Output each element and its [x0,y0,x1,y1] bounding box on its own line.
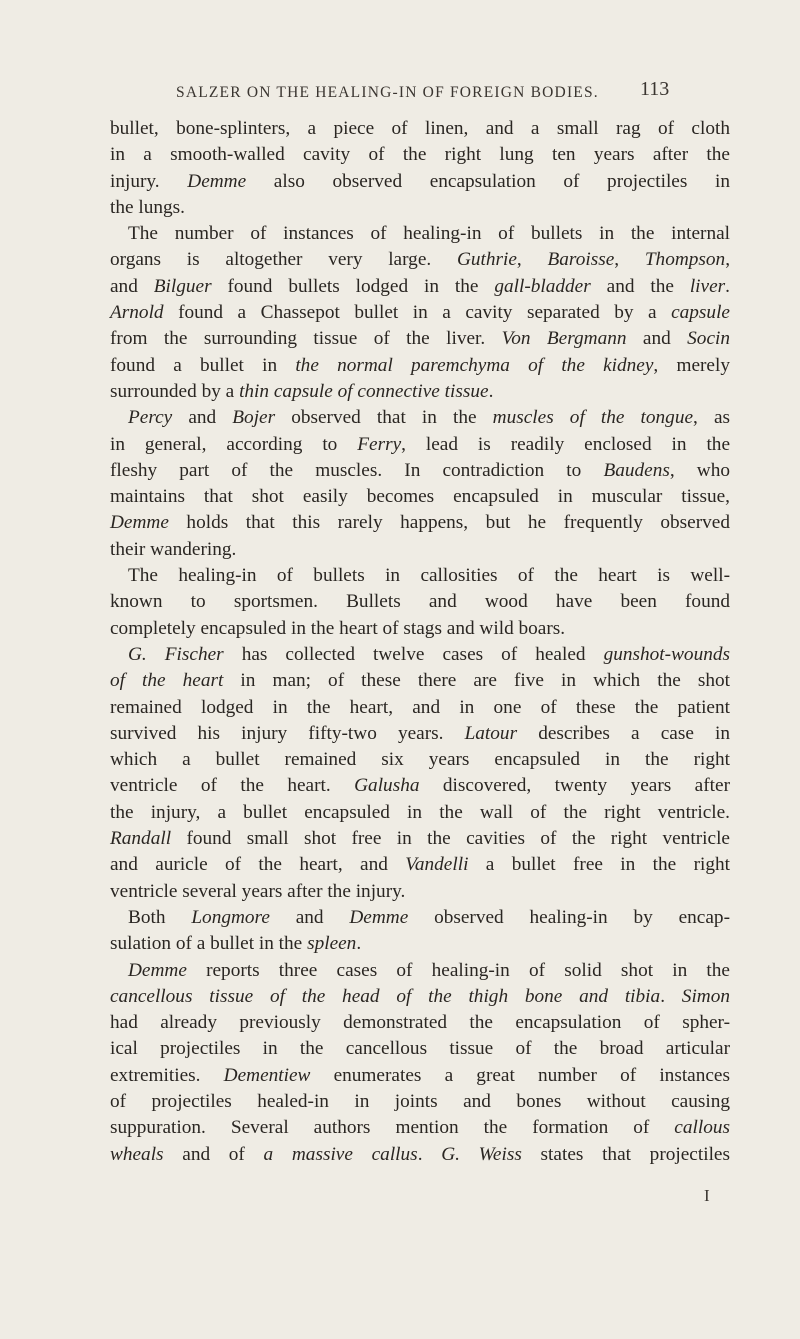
text-run: and [269,906,350,928]
text-line [110,1089,730,1115]
text-run: and of [163,1143,264,1165]
text-line [110,826,730,852]
text-run: . [356,933,362,955]
italic-run: Vandelli [405,854,469,876]
text-line [110,432,730,458]
text-line [110,405,730,431]
italic-run: Dementiew [223,1064,311,1086]
text-run: suppuration. Several authors mention the formation of [110,1117,675,1139]
text-run: . [725,275,730,297]
text-run: the lungs. [110,196,185,218]
text-run: , as [693,407,731,429]
text-run: extremities. [110,1064,224,1086]
text-line [110,484,730,510]
italic-run: Baroisse [547,249,615,271]
text-run: which a bullet remained six years encapsuled in the right [110,749,730,771]
text-line [110,1036,730,1062]
italic-run: Demme [110,512,169,534]
italic-run: gall-bladder [494,275,591,297]
text-run: surrounded by a [110,380,240,402]
text-line [110,616,730,642]
italic-run: Galusha [354,775,420,797]
text-run: The number of instances of healing-in of bullets in the internal [128,223,730,245]
italic-run: G. Fischer [128,643,224,665]
text-run: . [488,380,494,402]
text-run: bullet, bone-splinters, a piece of linen, and a small rag of cloth [110,118,730,139]
text-run: ventricle several years after the injury. [110,880,406,902]
text-run: in a smooth-walled cavity of the right lung ten years after the [110,144,730,166]
text-line [110,169,730,195]
text-line [110,800,730,826]
italic-run: spleen [307,933,357,955]
text-run: observed that in the [275,407,493,429]
text-run: and [172,407,233,429]
paragraph [110,405,730,563]
italic-run: Demme [349,906,409,928]
body-text [110,116,730,1168]
italic-run: cancellous tissue of the head of the thigh bone and tibia [110,985,661,1007]
text-run: found a bullet in [110,354,296,376]
italic-run: the normal paremchyma of the kidney [295,354,654,376]
text-run: reports three cases of healing-in of solid shot in the [186,959,730,981]
text-run: found bullets lodged in the [211,275,495,297]
italic-run: G. Weiss [441,1143,522,1165]
text-run: found small shot free in the cavities of the right ventricle [171,828,730,850]
text-run: also observed encapsulation of projectiles in [246,170,730,192]
running-title: SALZER ON THE HEALING-IN OF FOREIGN BODIES. [176,84,599,101]
text-line [110,510,730,536]
text-line [110,247,730,273]
text-run: , [614,249,645,271]
text-run: and [110,275,154,297]
text-run: had already previously demonstrated the encapsulation of spher- [110,1012,730,1034]
text-line [110,142,730,168]
text-run: . [417,1143,442,1165]
text-run: organs is altogether very large. [110,249,457,271]
italic-run: Bojer [232,407,276,429]
italic-run: a massive callus [263,1143,418,1165]
text-line [110,984,730,1010]
text-line [110,300,730,326]
text-run: enumerates a great number of instances [310,1064,730,1086]
text-run: , merely [653,354,730,376]
text-run: fleshy part of the muscles. In contradiction to [110,459,604,481]
text-run: remained lodged in the heart, and in one of these the patient [110,696,730,718]
italic-run: Randall [110,828,172,850]
text-line [110,668,730,694]
text-line [110,1010,730,1036]
text-line [110,195,730,221]
text-run: in general, according to [110,433,358,455]
text-run: maintains that shot easily becomes encapsuled in muscular tissue, [110,486,730,508]
text-line [110,1063,730,1089]
text-run: , [725,249,731,271]
italic-run: Demme [187,170,247,192]
text-run: found a Chassepot bullet in a cavity separated by a [163,302,672,324]
italic-run: Bilguer [153,275,212,297]
text-line [110,1115,730,1141]
italic-run: Von Bergmann [501,328,627,350]
text-run: has collected twelve cases of healed [223,643,604,665]
text-run: . [660,985,682,1007]
text-run: their wandering. [110,538,237,560]
text-line [110,116,730,142]
text-line [110,1142,730,1168]
italic-run: gunshot-wounds [603,643,730,665]
text-run: discovered, twenty years after [419,775,730,797]
text-run: of projectiles healed-in in joints and bones without causing [110,1090,730,1112]
text-run: , [516,249,548,271]
italic-run: callous [674,1117,730,1139]
italic-run: Baudens [603,459,670,481]
text-line [110,537,730,563]
text-run: ventricle of the heart. [110,775,355,797]
text-run: sulation of a bullet in the [110,933,308,955]
text-line [110,905,730,931]
text-line [110,642,730,668]
italic-run: thin capsule of connective tissue [239,380,489,402]
text-run: and the [590,275,690,297]
text-line [110,563,730,589]
text-run: describes a case in [517,722,730,744]
italic-run: Simon [681,985,730,1007]
text-run: holds that this rarely happens, but he frequently observed [168,512,730,534]
paragraph [110,116,730,221]
italic-run: Longmore [191,906,270,928]
italic-run: liver [689,275,726,297]
text-line [110,879,730,905]
paragraph [110,563,730,642]
text-line [110,589,730,615]
running-head [0,78,800,108]
italic-run: Ferry [357,433,402,455]
text-line [110,852,730,878]
text-run: from the surrounding tissue of the liver. [110,328,502,350]
italic-run: Demme [128,959,187,981]
text-line [110,274,730,300]
text-run: completely encapsuled in the heart of stags and wild boars. [110,617,566,639]
page-number: 113 [640,78,670,100]
text-run: a bullet free in the right [468,854,730,876]
text-line [110,958,730,984]
text-line [110,221,730,247]
text-run: the injury, a bullet encapsuled in the wall of the right ventricle. [110,801,730,823]
text-run: ical projectiles in the cancellous tissue of the broad articular [110,1038,730,1060]
text-run: Both [128,906,192,928]
text-line [110,695,730,721]
text-run: , lead is readily enclosed in the [401,433,731,455]
text-run: states that projectiles [521,1143,730,1165]
text-line [110,721,730,747]
text-line [110,379,730,405]
text-run: injury. [110,170,188,192]
text-run: in man; of these there are five in which the shot [223,670,730,692]
text-run: survived his injury fifty-two years. [110,722,465,744]
italic-run: wheals [110,1143,164,1165]
text-line [110,931,730,957]
text-run: observed healing-in by encap- [408,906,730,928]
italic-run: Socin [687,328,730,350]
text-run: known to sportsmen. Bullets and wood have been found [110,591,730,613]
italic-run: Arnold [110,302,164,324]
text-line [110,326,730,352]
text-run: and [626,328,688,350]
text-line [110,353,730,379]
paragraph [110,958,730,1168]
paragraph [110,642,730,905]
italic-run: Percy [128,407,173,429]
text-run: , who [669,459,730,481]
italic-run: capsule [671,302,730,324]
paragraph [110,221,730,405]
text-run: and auricle of the heart, and [110,854,406,876]
text-line [110,773,730,799]
paragraph [110,905,730,958]
italic-run: Latour [464,722,518,744]
italic-run: of the heart [110,670,224,692]
text-line [110,458,730,484]
italic-run: Thompson [644,249,726,271]
signature-mark: I [704,1186,710,1205]
italic-run: muscles of the tongue [492,407,694,429]
italic-run: Guthrie [456,249,517,271]
text-run: The healing-in of bullets in callosities of the heart is well- [128,565,730,587]
text-line [110,747,730,773]
